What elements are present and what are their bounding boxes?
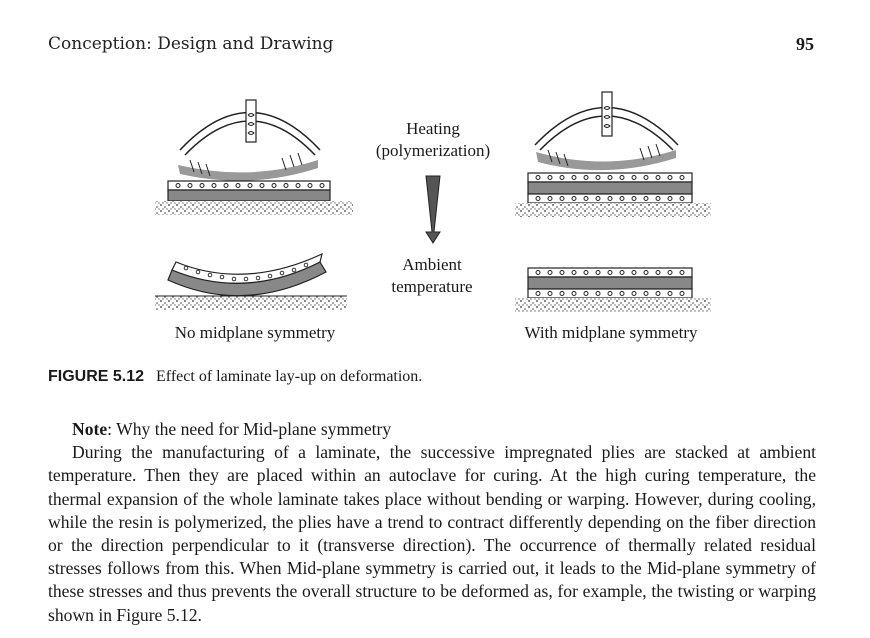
note-section: [48, 418, 816, 627]
heat-rays-right: [536, 144, 676, 170]
heating-label-line1: Heating: [406, 119, 460, 138]
note-title-rest: : Why the need for Mid-plane symmetry: [107, 419, 392, 439]
heater-lamp-left: [180, 100, 320, 155]
ambient-label: [370, 254, 494, 298]
running-header-chapter: Conception: Design and Drawing: [48, 34, 334, 54]
heating-label-line2: (polymerization): [375, 141, 491, 160]
laminate-symmetric-top: [528, 173, 692, 203]
laminate-warped-left: [168, 254, 326, 296]
left-panel-caption: No midplane symmetry: [174, 323, 336, 342]
base-surface-right-top: [515, 203, 711, 217]
note-heading: [48, 418, 816, 441]
figure-caption-text: Effect of laminate lay-up on deformation.: [156, 368, 423, 385]
page-number: 95: [796, 34, 814, 54]
base-surface-left-top: [155, 201, 353, 215]
laminate-symmetric-bottom: [528, 268, 692, 298]
heating-label: [360, 118, 506, 162]
figure-number: FIGURE 5.12: [48, 368, 145, 385]
note-title: Note: [72, 419, 108, 439]
laminate-flat-left: [168, 181, 330, 201]
base-surface-left-bottom: [155, 296, 347, 310]
base-surface-right-bottom: [515, 298, 711, 312]
right-panel-caption: With midplane symmetry: [524, 323, 698, 342]
heat-rays-left: [178, 153, 318, 181]
note-paragraph: During the manufacturing of a laminate, the successive impregnated plies are stacked at ambient temperature. Then they are placed within an autoclave for curing. At the high curing temperature, the thermal expansion of the whole laminate takes place without bending or warping. However, during cooling, while the resin is polymerized, the plies have a trend to contract differently depending on the fiber direction or the direction perpendicular to it (transverse direction). The occurrence of thermally related residual stresses follows from this. When Mid-plane symmetry is carried out, it leads to the Mid-plane symmetry of these stresses and thus prevents the overall structure to be deformed as, for example, the twisting or warping shown in Figure 5.12.: [48, 442, 816, 625]
cooling-arrow: [426, 176, 440, 243]
heater-lamp-right: [535, 92, 678, 150]
ambient-label-line2: temperature: [391, 277, 473, 296]
ambient-label-line1: Ambient: [402, 255, 462, 274]
figure-caption: [48, 368, 422, 386]
